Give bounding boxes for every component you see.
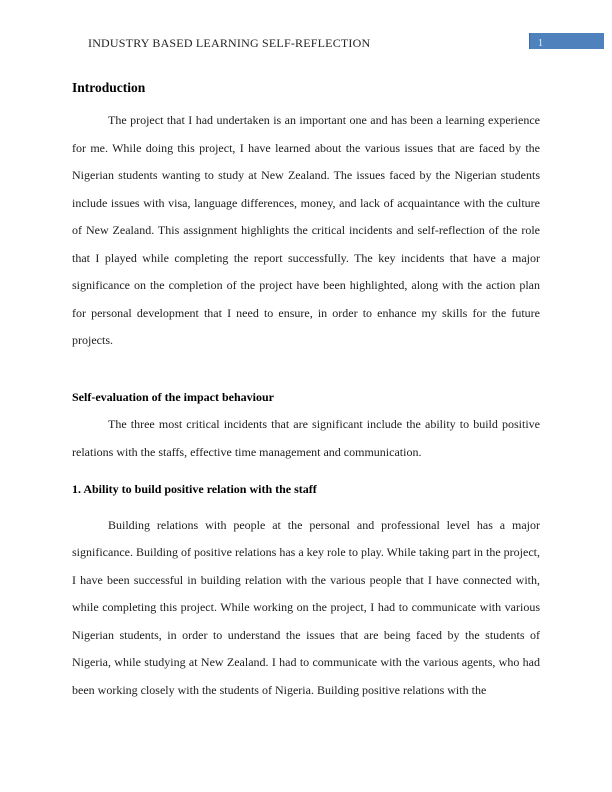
paragraph-self-evaluation: The three most critical incidents that are significant include the ability to build positive relations with the staffs, effective time management and communication. — [72, 417, 540, 459]
section-heading-introduction: Introduction — [72, 80, 146, 95]
paragraph-ability: Building relations with people at the personal and professional level has a major significance. Building of positive relations has a key role to play. While taking part in the project, I have been successful in building relation with the various people that I have connected with, while completing this project. While working on the project, I had to communicate with various Nigerian students, in order to understand the issues that are being faced by the students of Nigeria, while studying at New Zealand. I had to communicate with the various agents, who had been working closely with the students of Nigeria. Building positive relations with the — [72, 517, 540, 697]
page-number-badge — [529, 33, 604, 49]
paragraph-introduction: The project that I had undertaken is an important one and has been a learning experience for me. While doing this project, I have learned about the various issues that are faced by the Nigerian students wanting to study at New Zealand. The issues faced by the Nigerian students include issues with visa, language differences, money, and lack of acquaintance with the culture of New Zealand. This assignment highlights the critical incidents and self-reflection of the role that I played while completing the report successfully. The key incidents that have a major significance on the completion of the project have been highlighted, along with the action plan for personal development that I need to ensure, in order to enhance my skills for the future projects. — [72, 113, 540, 347]
page-number: 1 — [538, 38, 543, 49]
section-heading-self-evaluation: Self-evaluation of the impact behaviour — [72, 389, 274, 404]
document-body — [72, 78, 540, 704]
section-heading-ability: 1. Ability to build positive relation with the staff — [72, 482, 317, 496]
running-head: INDUSTRY BASED LEARNING SELF-REFLECTION — [88, 36, 371, 50]
